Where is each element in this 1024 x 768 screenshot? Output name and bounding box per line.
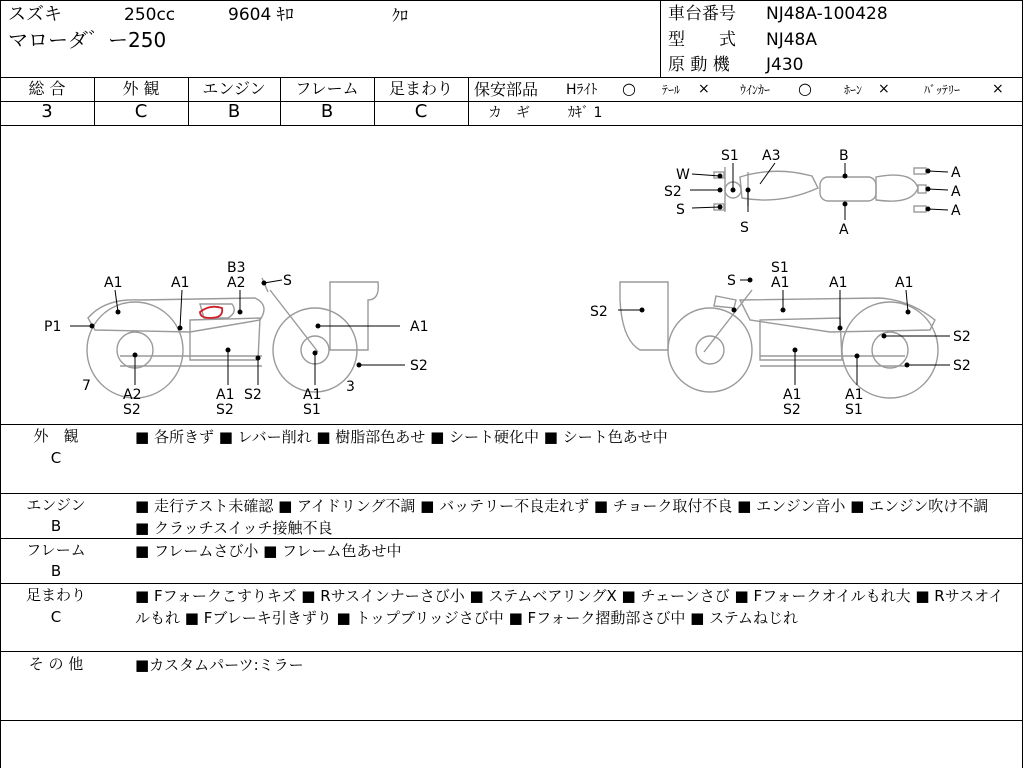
remark-exterior-label: 外 観: [33, 427, 79, 445]
safety-title: 保安部品: [474, 80, 539, 99]
top-label-s1: S1: [721, 148, 739, 164]
left-label-a2: A2: [123, 387, 142, 403]
grade-overall-label: 総 合: [28, 79, 66, 98]
grade-frame-value: B: [320, 101, 334, 122]
right-label-s: S: [727, 273, 736, 289]
left-label-p1: P1: [44, 319, 62, 335]
top-label-a3: A3: [762, 148, 781, 164]
remark-other-label: そ の 他: [28, 655, 84, 673]
left-label-a1-2: A1: [171, 275, 190, 291]
damage-mark: [200, 307, 222, 318]
safety-headlight-mark: ○: [622, 79, 636, 98]
remark-other-text: ■カスタムパーツ:ミラー: [135, 656, 304, 674]
top-label-a-2: A: [951, 184, 961, 200]
remark-frame-label: フレーム: [26, 541, 86, 559]
remark-frame-text: ■ フレームさび小 ■ フレーム色あせ中: [135, 542, 402, 560]
top-label-s2: S2: [664, 184, 682, 200]
maker: スズキ: [8, 4, 62, 25]
key-label: カ ギ: [488, 105, 530, 121]
frame-no: NJ48A-100428: [766, 4, 888, 24]
top-label-a-3: A: [951, 203, 961, 219]
left-label-a1-1: A1: [104, 275, 123, 291]
safety-winker-label: ｳｲﾝｶｰ: [740, 83, 771, 97]
left-label-a2-top: A2: [227, 275, 246, 291]
top-label-w: W: [676, 167, 690, 183]
leader-lines: [70, 163, 950, 385]
right-label-a1-4: A1: [783, 387, 802, 403]
remark-suspension-grade: C: [50, 608, 62, 626]
right-label-a1-3: A1: [895, 275, 914, 291]
right-label-s2-1: S2: [953, 329, 971, 345]
remark-line-1: [0, 493, 1023, 494]
right-label-s2-3: S2: [783, 402, 801, 418]
left-label-a1-4: A1: [303, 387, 322, 403]
left-label-s2-2: S2: [216, 402, 234, 418]
top-label-s: S: [676, 202, 685, 218]
diagram-bottom-line: [0, 424, 1023, 425]
right-label-s2-2: S2: [953, 358, 971, 374]
left-label-s2-3: S2: [244, 387, 262, 403]
key-value: ｶｷﾞ 1: [568, 105, 603, 121]
remark-engine-grade: B: [50, 517, 62, 535]
right-label-s1-2: S1: [845, 402, 863, 418]
safety-battery-mark: ×: [992, 81, 1004, 97]
color: ｸﾛ: [392, 6, 409, 25]
right-label-s2-rear: S2: [590, 304, 608, 320]
remark-frame-grade: B: [50, 562, 62, 580]
top-label-a-bottom: A: [839, 222, 849, 238]
top-label-b: B: [839, 148, 849, 164]
left-label-s1: S1: [303, 402, 321, 418]
remark-suspension-label: 足まわり: [25, 586, 86, 604]
safety-headlight-label: Hﾗｲﾄ: [566, 82, 598, 98]
remark-exterior-text: ■ 各所きず ■ レバー削れ ■ 樹脂部色あせ ■ シート硬化中 ■ シート色あせ中: [135, 428, 668, 446]
left-label-3: 3: [346, 379, 355, 395]
grade-suspension-value: C: [414, 101, 428, 122]
frame-no-label: 車台番号: [668, 4, 736, 24]
remark-suspension-text: ■ Fフォークこすりキズ ■ Rサスインナーさび小 ■ ステムベアリングX ■ チェーンさび ■ Fフォークオイルもれ大 ■ Rサスオイルもれ ■ Fブレーキ引きずり ■ トップブリッジさび中 ■ Fフォーク摺動部さび中 ■ ステムねじれ: [135, 587, 1004, 627]
left-label-s: S: [283, 273, 292, 289]
safety-tail-mark: ×: [698, 81, 710, 97]
engine-code: J430: [766, 55, 804, 75]
damage-dots: [90, 169, 931, 368]
left-side-drawing: [87, 278, 378, 398]
top-label-s-bottom: S: [740, 220, 749, 236]
grade-overall-value: 3: [41, 101, 53, 122]
remark-line-3: [0, 583, 1023, 584]
motorcycle-diagram: [0, 126, 1024, 424]
grade-engine-label: エンジン: [202, 79, 266, 98]
right-label-a1-1: A1: [771, 275, 790, 291]
top-label-a-1: A: [951, 165, 961, 181]
left-label-7: 7: [82, 378, 91, 394]
frame-top: [0, 0, 1023, 1]
left-label-b3: B3: [227, 260, 246, 276]
grade-engine-value: B: [227, 101, 241, 122]
remark-engine-text: ■ 走行テスト未確認 ■ アイドリング不調 ■ バッテリー不良走れず ■ チョーク取付不良 ■ エンジン音小 ■ エンジン吹け不調 ■ クラッチスイッチ接触不良: [135, 497, 989, 537]
safety-horn-mark: ×: [878, 81, 890, 97]
displacement: 250cc: [124, 5, 176, 25]
model-code: NJ48A: [766, 30, 817, 50]
grade-exterior-value: C: [134, 101, 148, 122]
safety-tail-label: ﾃｰﾙ: [662, 83, 681, 97]
left-label-s2-1: S2: [123, 402, 141, 418]
safety-winker-mark: ○: [798, 79, 812, 98]
left-label-s2-front: S2: [410, 358, 428, 374]
model-label: 型 式: [668, 30, 736, 50]
remark-exterior-grade: C: [50, 449, 62, 467]
grade-suspension-label: 足まわり: [388, 79, 453, 98]
remark-engine-label: エンジン: [26, 496, 86, 514]
right-side-drawing: [620, 282, 938, 398]
mileage: 9604 ｷﾛ: [228, 5, 294, 25]
safety-battery-label: ﾊﾞｯﾃﾘｰ: [924, 83, 961, 97]
remark-line-4: [0, 651, 1023, 652]
safety-horn-label: ﾎｰﾝ: [844, 83, 863, 97]
safety-line: [468, 101, 1023, 102]
header-divider: [660, 0, 661, 77]
model-name: マローダ゛ー250: [8, 28, 167, 52]
right-label-s1: S1: [771, 260, 789, 276]
right-label-a1-2: A1: [829, 275, 848, 291]
grade-col-5: [468, 77, 469, 125]
remark-line-5: [0, 720, 1023, 721]
grade-exterior-label: 外 観: [122, 79, 160, 98]
left-label-a1-front: A1: [410, 319, 429, 335]
header-bottom-line: [0, 77, 1023, 78]
right-label-a1-5: A1: [845, 387, 864, 403]
left-label-a1-3: A1: [216, 387, 235, 403]
engine-label: 原 動 機: [668, 55, 730, 75]
grade-frame-label: フレーム: [295, 79, 359, 98]
